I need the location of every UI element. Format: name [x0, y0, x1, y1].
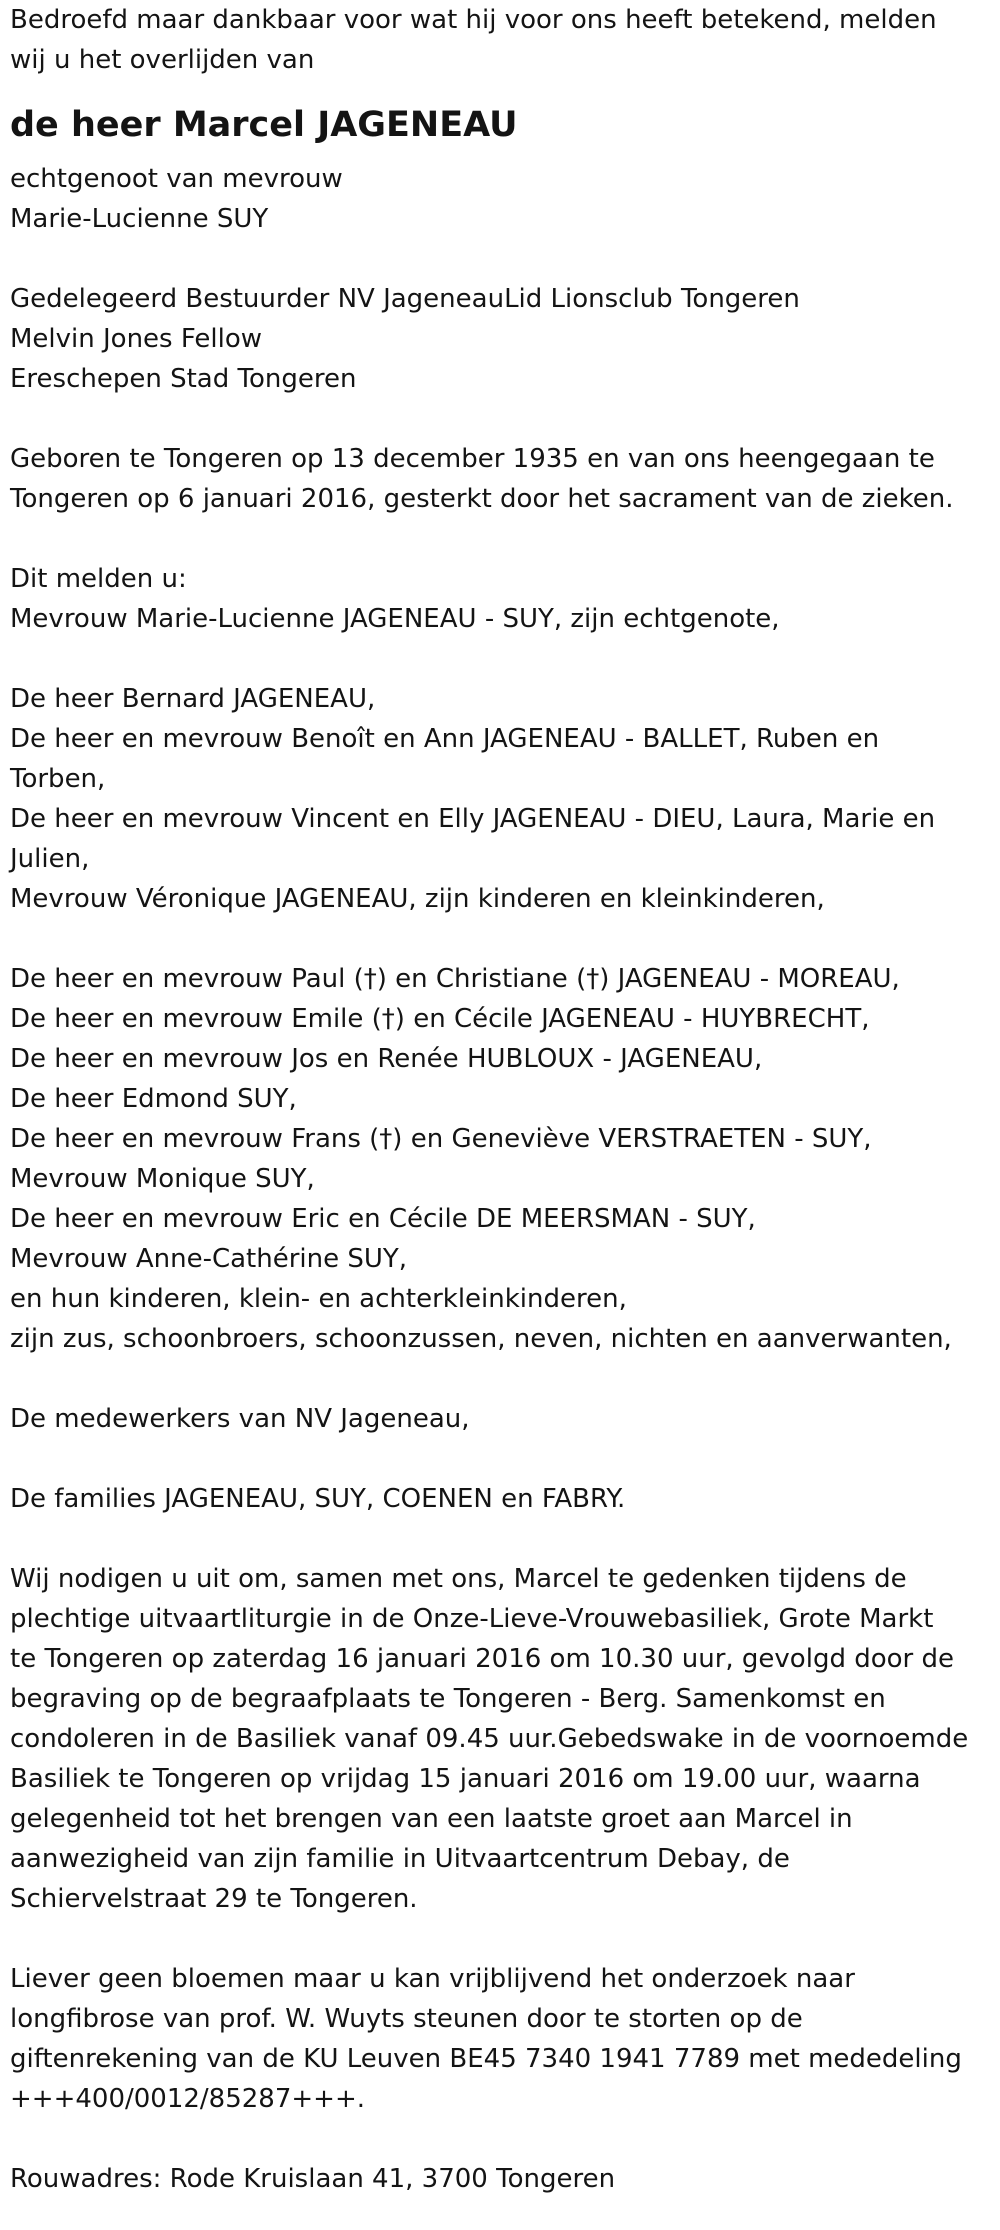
employees-block	[10, 1399, 1000, 1439]
sibling-line: Mevrouw Monique SUY,	[10, 1164, 315, 1194]
families-line: De families JAGENEAU, SUY, COENEN en FABRY.	[10, 1484, 626, 1514]
spacer	[10, 519, 1000, 559]
spacer	[10, 1919, 1000, 1959]
sibling-line: De heer en mevrouw Frans (†) en Geneviève VERSTRAETEN - SUY,	[10, 1124, 872, 1154]
sibling-line: De heer en mevrouw Eric en Cécile DE MEERSMAN - SUY,	[10, 1204, 756, 1234]
birth-death-paragraph	[10, 439, 1000, 519]
intro-line: Bedroefd maar dankbaar voor wat hij voor ons heeft betekend, melden	[10, 5, 937, 35]
children-line: De heer en mevrouw Vincent en Elly JAGENEAU - DIEU, Laura, Marie en	[10, 804, 936, 834]
mourning-address: Rouwadres: Rode Kruislaan 41, 3700 Tongeren	[10, 2164, 616, 2194]
ceremony-line: Basiliek te Tongeren op vrijdag 15 januari 2016 om 19.00 uur, waarna	[10, 1764, 921, 1794]
spacer	[10, 399, 1000, 439]
ceremony-line: plechtige uitvaartliturgie in de Onze-Lieve-Vrouwebasiliek, Grote Markt	[10, 1604, 934, 1634]
donation-line: Liever geen bloemen maar u kan vrijblijvend het onderzoek naar	[10, 1964, 855, 1994]
sibling-line: zijn zus, schoonbroers, schoonzussen, neven, nichten en aanverwanten,	[10, 1324, 952, 1354]
sibling-line: De heer Edmond SUY,	[10, 1084, 297, 1114]
address-block	[10, 2159, 1000, 2199]
ceremony-line: aanwezigheid van zijn familie in Uitvaartcentrum Debay, de	[10, 1844, 790, 1874]
ceremony-line: Schiervelstraat 29 te Tongeren.	[10, 1884, 418, 1914]
ceremony-line: Wij nodigen u uit om, samen met ons, Marcel te gedenken tijdens de	[10, 1564, 907, 1594]
sibling-line: Mevrouw Anne-Cathérine SUY,	[10, 1244, 408, 1274]
children-line: Torben,	[10, 764, 106, 794]
intro-paragraph	[10, 0, 1000, 80]
donation-paragraph	[10, 1959, 1000, 2119]
spacer	[10, 239, 1000, 279]
sibling-line: De heer en mevrouw Paul (†) en Christiane (†) JAGENEAU - MOREAU,	[10, 964, 900, 994]
spouse-line: echtgenoot van mevrouw	[10, 164, 343, 194]
spacer	[10, 1519, 1000, 1559]
spacer	[10, 919, 1000, 959]
children-block	[10, 679, 1000, 919]
ceremony-line: gelegenheid tot het brengen van een laatste groet aan Marcel in	[10, 1804, 853, 1834]
spacer	[10, 1439, 1000, 1479]
spouse-line: Marie-Lucienne SUY	[10, 204, 269, 234]
children-line: Mevrouw Véronique JAGENEAU, zijn kinderen en kleinkinderen,	[10, 884, 825, 914]
ceremony-line: begraving op de begraafplaats te Tongeren - Berg. Samenkomst en	[10, 1684, 886, 1714]
ceremony-line: te Tongeren op zaterdag 16 januari 2016 om 10.30 uur, gevolgd door de	[10, 1644, 954, 1674]
title-line: Melvin Jones Fellow	[10, 324, 263, 354]
birth-death-line: Tongeren op 6 januari 2016, gesterkt door het sacrament van de zieken.	[10, 484, 954, 514]
families-block	[10, 1479, 1000, 1519]
children-line: Julien,	[10, 844, 90, 874]
sibling-line: en hun kinderen, klein- en achterkleinkinderen,	[10, 1284, 627, 1314]
spacer	[10, 1359, 1000, 1399]
siblings-block	[10, 959, 1000, 1359]
sibling-line: De heer en mevrouw Emile (†) en Cécile JAGENEAU - HUYBRECHT,	[10, 1004, 870, 1034]
announcer-line: Mevrouw Marie-Lucienne JAGENEAU - SUY, zijn echtgenote,	[10, 604, 780, 634]
sibling-line: De heer en mevrouw Jos en Renée HUBLOUX - JAGENEAU,	[10, 1044, 763, 1074]
titles-block	[10, 279, 1000, 399]
title-line: Ereschepen Stad Tongeren	[10, 364, 357, 394]
spacer	[10, 2119, 1000, 2159]
donation-line: +++400/0012/85287+++.	[10, 2084, 365, 2114]
announcers-intro	[10, 559, 1000, 639]
donation-line: longfibrose van prof. W. Wuyts steunen door te storten op de	[10, 2004, 803, 2034]
children-line: De heer Bernard JAGENEAU,	[10, 684, 376, 714]
intro-line: wij u het overlijden van	[10, 45, 315, 75]
ceremony-line: condoleren in de Basiliek vanaf 09.45 uur.Gebedswake in de voornoemde	[10, 1724, 969, 1754]
spouse-block	[10, 159, 1000, 239]
children-line: De heer en mevrouw Benoît en Ann JAGENEAU - BALLET, Ruben en	[10, 724, 880, 754]
employees-line: De medewerkers van NV Jageneau,	[10, 1404, 470, 1434]
title-line: Gedelegeerd Bestuurder NV JageneauLid Lionsclub Tongeren	[10, 284, 800, 314]
donation-line: giftenrekening van de KU Leuven BE45 7340 1941 7789 met mededeling	[10, 2044, 962, 2074]
birth-death-line: Geboren te Tongeren op 13 december 1935 en van ons heengegaan te	[10, 444, 935, 474]
deceased-name: de heer Marcel JAGENEAU	[10, 105, 518, 145]
announcer-line: Dit melden u:	[10, 564, 187, 594]
ceremony-paragraph	[10, 1559, 1000, 1919]
spacer	[10, 639, 1000, 679]
